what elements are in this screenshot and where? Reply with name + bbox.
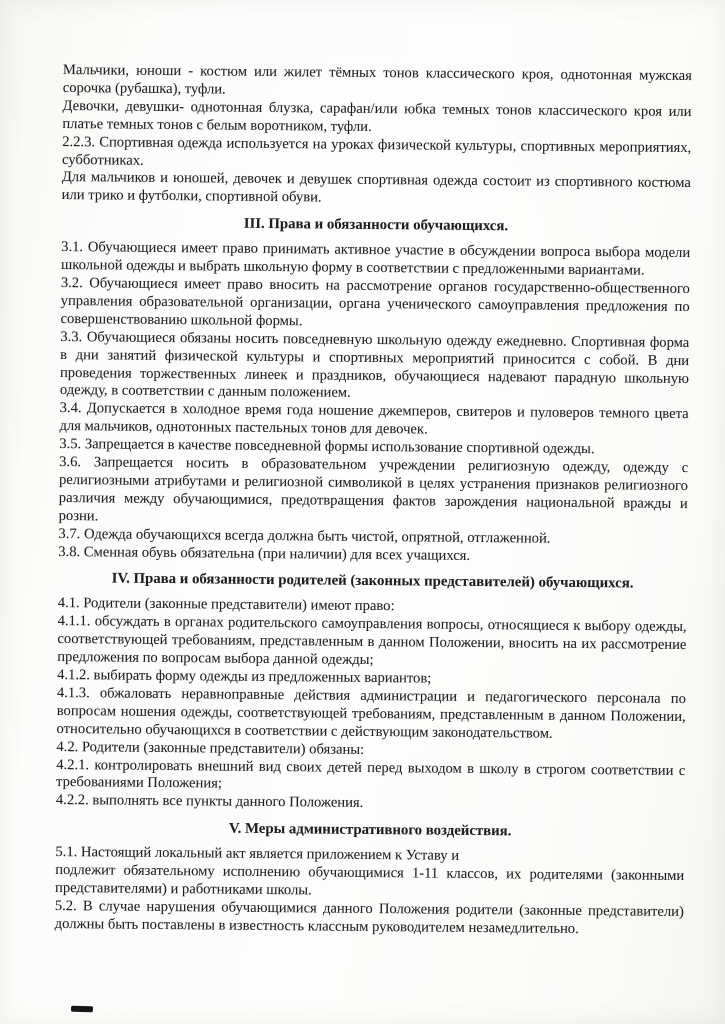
paragraph: 4.2.1. контролировать внешний вид своих детей перед выходом в школу в строгом соответствии с требованиями Положения; xyxy=(56,756,686,792)
paragraph: 3.1. Обучающиеся имеет право принимать активное участие в обсуждении вопроса выбора модели школьной одежды и выбрать школьную форму в соответствии с предложенными вариантами. xyxy=(60,239,691,279)
scan-artifact-mark xyxy=(71,1006,93,1013)
paragraph: 4.2.2. выполнять все пункты данного Положения. xyxy=(55,792,364,812)
paragraph: 3.8. Сменная обувь обязательна (при наличии) для всех учащихся. xyxy=(58,543,471,564)
paragraph: 3.4. Допускается в холодное время года ношение джемперов, свитеров и пуловеров темного цвета для мальчиков, однотонных пастельных тонов для девочек. xyxy=(59,400,689,438)
paragraph: 4.1.3. обжаловать неравноправные действия администрации и педагогического персонала по вопросам ношения одежды, соответствующей требованиям, представленным в данном Положении, относительно обучающихся в соответствии с действующим законодательством. xyxy=(56,684,686,742)
section-heading: III. Права и обязанности обучающихся. xyxy=(243,215,509,235)
section-heading: IV. Права и обязанности родителей (законных представителей) обучающихся. xyxy=(111,570,634,592)
paragraph: 3.6. Запрещается носить в образовательном учреждении религиозную одежду, одежду с религиозными атрибутами и религиозной символикой в целях устранения признаков религиозного различия между обучающимися, предотвращения фактов зарождения национальной вражды и розни. xyxy=(58,454,689,525)
paragraph: 3.5. Запрещается в качестве повседневной формы использование спортивной одежды. xyxy=(59,436,595,458)
paragraph: 3.3. Обучающиеся обязаны носить повседневную школьную одежду ежедневно. Спортивная форма в дни занятий физической культуры и спортивных мероприятий приносится с собой. В дни проведения торжественных линеек и праздников, обучающиеся надевают парадную школьную одежду, в соответствии с данным положением. xyxy=(59,328,690,402)
paragraph: 4.1.1. обсуждать в органах родительского самоуправления вопросы, относящиеся к выбору одежды, соответствующей требованиям, представленным в данном Положении, вносить на их рассмотрение предложения по вопросам выбора данной одежды; xyxy=(57,613,687,669)
section-heading: V. Меры административного воздействия. xyxy=(228,820,512,840)
paragraph: Для мальчиков и юношей, девочек и девушек спортивная одежда состоит из спортивного костюма или трико и футболки, спортивной обуви. xyxy=(61,169,691,206)
paragraph: 4.1.2. выбирать форму одежды из предложенных вариантов; xyxy=(57,666,432,687)
paragraph: 2.2.3. Спортивная одежда используется на уроках физической культуры, спортивных мероприятиях, субботниках. xyxy=(61,133,692,169)
document-body xyxy=(55,62,692,940)
paragraph: Мальчики, юноши - костюм или жилет тёмных тонов классического кроя, однотонная мужская сорочка (рубашка), туфли. xyxy=(62,62,692,98)
paragraph: 5.1. Настоящий локальный акт является приложением к Уставу и подлежит обязательному исполнению обучающимися 1-11 классов, их родителями (законными представителями) и работниками школы. xyxy=(54,844,685,899)
paragraph: 5.2. В случае нарушения обучающимися данного Положения родители (законные представители) должны быть поставлены в известность классным руководителем незамедлительно. xyxy=(54,897,684,937)
paragraph: 3.2. Обучающиеся имеет право вносить на рассмотрение органов государственно-общественного управления образовательной организации, органа ученического самоуправления предложения по совершенствованию школьной формы. xyxy=(60,274,690,330)
paragraph: 4.1. Родители (законные представители) имеют право: xyxy=(57,595,395,615)
paragraph: 4.2. Родители (законные представители) обязаны: xyxy=(56,738,365,758)
paragraph: 3.7. Одежда обучающихся всегда должна быть чистой, опрятной, отглаженной. xyxy=(58,525,551,547)
paragraph: Девочки, девушки- однотонная блузка, сарафан/или юбка темных тонов классического кроя или платье темных тонов с белым воротником, туфли. xyxy=(62,97,692,135)
